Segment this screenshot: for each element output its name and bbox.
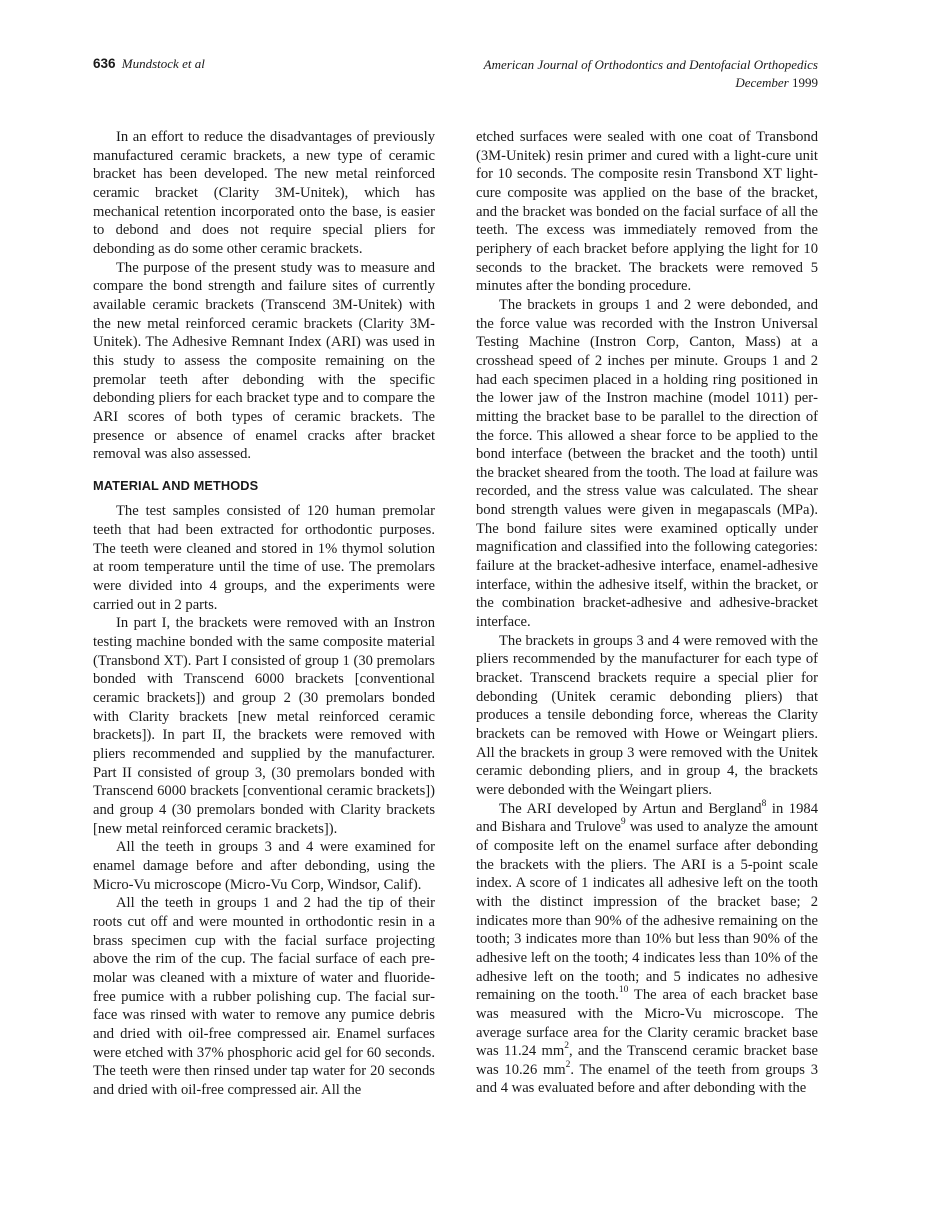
header-right <box>484 56 818 92</box>
paragraph: In an effort to reduce the disadvantages of previously manufactured ceramic brackets, a new type of ceramic bracket has been developed. The new metal reinforced ceramic bracket (Clarity 3M-Unitek), which has mechanical retention incorporated onto the base, is easier to debond and does not require special pliers for debonding as do some other ceramic brackets. <box>93 129 435 257</box>
text-run: The area of each bracket base was measured with the Micro-Vu microscope. The average surface area for the Clarity ceramic bracket base was 11.24 mm <box>476 987 818 1060</box>
text-run: was used to analyze the amount of composite left on the enamel surface after debonding the brackets with the pliers. The ARI is a 5-point scale index. A score of 1 indicates all adhesive left on the tooth with the distinct impression of the bracket base; 2 indicates more than 90% of the adhesive remaining on the tooth; 3 indicates more than 10% but less than 90% of the adhesive left on the tooth; 4 indicates less than 10% of the adhesive left on the tooth; and 5 indicates no adhesive remaining on the tooth. <box>476 819 818 1004</box>
header-left <box>93 56 205 72</box>
superscript: 2 <box>565 1059 571 1070</box>
text-run: , and the Transcend ceramic bracket base was 10.26 mm <box>476 1043 818 1078</box>
citation-ref[interactable]: 10 <box>618 985 629 996</box>
left-column <box>93 128 435 1099</box>
page-number: 636 <box>93 56 116 71</box>
running-authors: Mundstock et al <box>121 56 205 71</box>
journal-title: American Journal of Orthodontics and Dentofacial Orthopedics <box>483 57 818 72</box>
paragraph-continued: etched surfaces were sealed with one coat of Transbond (3M-Unitek) resin primer and cured with a light-cure unit for 10 seconds. The composite resin Transbond XT light-cure composite was applied on the base of the bracket, and the bracket was bonded on the facial surface of all the teeth. The excess was immediately removed from the periphery of each bracket before applying the light for 10 seconds to the bracket. The brackets were removed 5 minutes after the bonding procedure. <box>476 129 818 295</box>
paragraph: All the teeth in groups 3 and 4 were examined for enamel damage before and after debonding, using the Micro-Vu microscope (Micro-Vu Corp, Windsor, Calif). <box>93 839 435 893</box>
superscript: 2 <box>564 1041 569 1052</box>
text-run: . The enamel of the teeth from groups 3 and 4 was evaluated before and after debonding with the <box>476 1061 818 1097</box>
right-column <box>476 128 818 1098</box>
text-run: The ARI developed by Artun and Bergland <box>499 800 762 817</box>
paragraph: All the teeth in groups 1 and 2 had the tip of their roots cut off and were mounted in orthodontic resin in a brass specimen cup with the facial surface projecting above the rim of the cup. The facial surface of each premolar was cleaned with a mixture of water and fluoride-free pumice with a rubber polishing cup. The facial surface was rinsed with water to remove any pumice debris and dried with oil-free compressed air. Enamel surfaces were etched with 37% phosphoric acid gel for 60 seconds. The teeth were then rinsed under tap water for 20 seconds and dried with oil-free compressed air. All the <box>93 895 435 1098</box>
paragraph: In part I, the brackets were removed with an Instron testing machine bonded with the same composite material (Transbond XT). Part I consisted of group 1 (30 premolars bonded with Transcend 6000 brackets [conventional ceramic brackets]) and group 2 (30 premolars bonded with Clarity brackets [new metal reinforced ceramic brackets]). In part II, the brackets were removed with pliers recommended and supplied by the manufacturer. Part II consisted of group 3, (30 premolars bonded with Transcend 6000 brackets [conventional ceramic brackets]) and group 4 (30 premolars bonded with Clarity brackets [new metal reinforced ceramic brackets]). <box>93 615 435 837</box>
issue-date <box>484 74 818 92</box>
section-heading: MATERIAL AND METHODS <box>93 477 259 493</box>
paragraph: The brackets in groups 3 and 4 were removed with the pliers recommended by the manufacturer for each type of bracket. Transcend brackets require a special plier for debonding (Unitek ceramic debonding pliers) that produces a tensile debonding force, whereas the Clarity brackets can be removed with Howe or Weingart pliers. All the brackets in group 3 were removed with the Unitek ceramic debonding pliers, and in group 4, the brackets were debonded with the Weingart pliers. <box>476 632 818 798</box>
issue-month: December <box>735 75 789 90</box>
paragraph-ari <box>476 800 818 1099</box>
paragraph: The brackets in groups 1 and 2 were debonded, and the force value was recorded with the Instron Universal Testing Machine (Instron Corp, Canton, Mass) at a crosshead speed of 2 inches per minute. Groups 1 and 2 had each specimen placed in a holding ring positioned in the lower jaw of the Instron machine (model 1011) permitting the bracket base to be parallel to the direction of the force. This allowed a shear force to be applied to the bond interface (between the bracket and the tooth) until the bracket sheared from the tooth. The load at failure was recorded, and the stress value was calculated. The shear bond strength values were given in megapascals (MPa). The bond failure sites were examined optically under magnification and classified into the following categories: failure at the bracket-adhesive interface, enamel-adhesive interface, within the adhesive itself, within the bracket, or the combination bracket-adhesive and adhesive-bracket interface. <box>476 296 818 631</box>
text-run: in 1984 and Bishara and Trulove <box>476 800 818 836</box>
citation-ref[interactable]: 8 <box>761 798 767 809</box>
issue-year: 1999 <box>792 75 818 90</box>
paragraph: The test samples consisted of 120 human premolar teeth that had been extracted for orthodontic purposes. The teeth were cleaned and stored in 1% thymol solution at room temperature until the time of use. The premolars were divided into 4 groups, and the experiments were carried out in 2 parts. <box>93 503 435 613</box>
paragraph: The purpose of the present study was to measure and compare the bond strength and failure sites of currently available ceramic brackets (Transcend 3M-Unitek) with the new metal reinforced ceramic brackets (Clarity 3M-Unitek). The Adhesive Remnant Index (ARI) was used in this study to assess the composite remaining on the premolar teeth after debonding with the specific debonding pliers for each bracket type and to compare the ARI scores of both types of ceramic brackets. The presence or absence of enamel cracks after bracket removal was also assessed. <box>93 259 435 463</box>
citation-ref[interactable]: 9 <box>620 817 626 828</box>
